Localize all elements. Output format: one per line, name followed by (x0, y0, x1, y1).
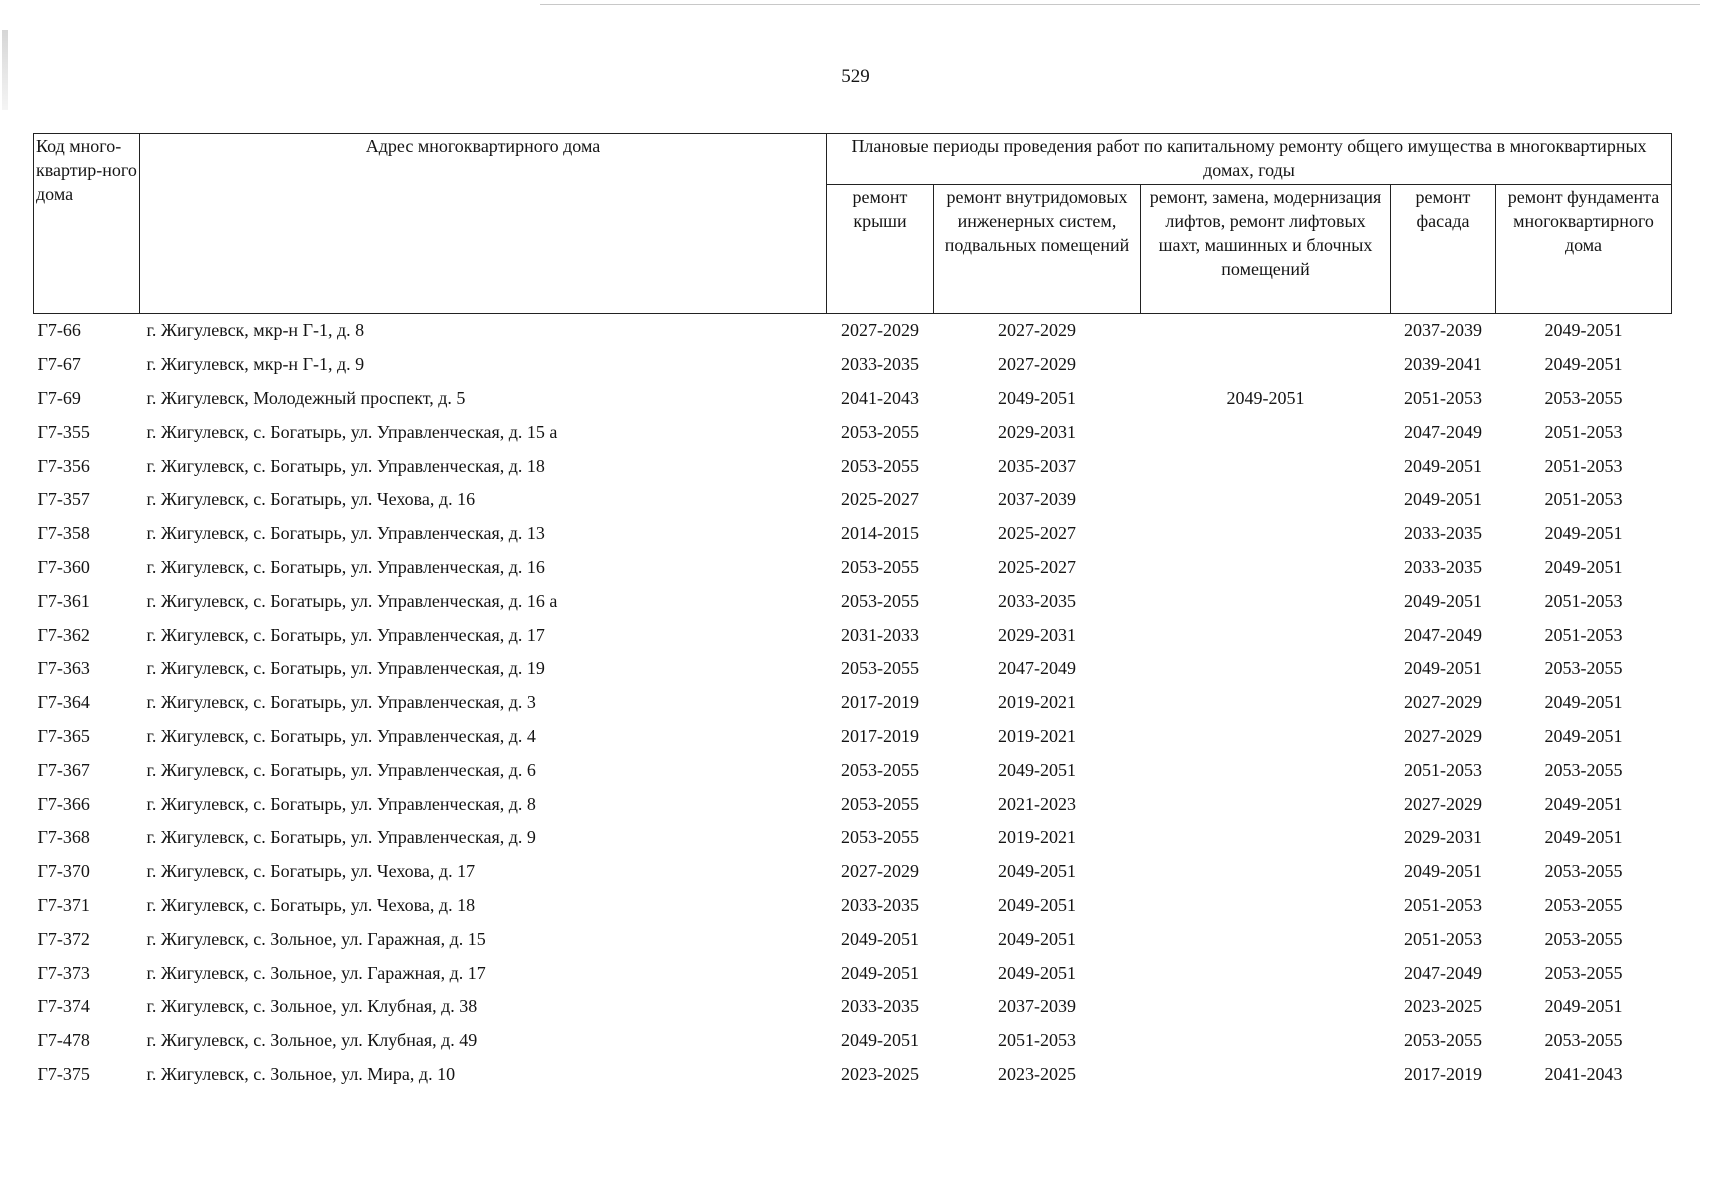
cell-lifts (1141, 855, 1391, 889)
cell-facade: 2033-2035 (1404, 523, 1482, 544)
cell-engineering-systems: 2037-2039 (998, 996, 1076, 1017)
cell-lifts (1141, 787, 1391, 821)
table-row (34, 348, 1672, 382)
cell-foundation: 2041-2043 (1544, 1063, 1623, 1084)
cell-foundation: 2049-2051 (1544, 320, 1623, 341)
table-row (34, 618, 1672, 652)
cell-lifts (1141, 483, 1391, 517)
cell-facade: 2051-2053 (1404, 759, 1482, 780)
cell-lifts: 2049-2051 (1226, 387, 1305, 408)
table-row (34, 787, 1672, 821)
cell-roof-repair: 2053-2055 (841, 759, 919, 780)
cell-building-code: Г7-365 (37, 725, 90, 746)
cell-roof-repair: 2031-2033 (841, 624, 919, 645)
cell-roof-repair: 2049-2051 (841, 962, 919, 983)
cell-foundation: 2051-2053 (1544, 590, 1623, 611)
cell-lifts (1141, 1024, 1391, 1058)
cell-roof-repair: 2023-2025 (841, 1063, 919, 1084)
cell-building-code: Г7-366 (37, 793, 90, 814)
header-engineering-systems: ремонт внутридомовых инженерных систем, подвальных помещений (934, 185, 1141, 314)
cell-engineering-systems: 2049-2051 (998, 759, 1076, 780)
cell-facade: 2051-2053 (1404, 928, 1482, 949)
table-row (34, 889, 1672, 923)
cell-building-code: Г7-356 (37, 455, 90, 476)
cell-facade: 2053-2055 (1404, 1030, 1482, 1051)
cell-lifts (1141, 889, 1391, 923)
cell-lifts (1141, 348, 1391, 382)
cell-building-code: Г7-374 (37, 996, 90, 1017)
cell-roof-repair: 2025-2027 (841, 489, 919, 510)
cell-address: г. Жигулевск, с. Богатырь, ул. Управленческая, д. 8 (146, 793, 536, 814)
cell-roof-repair: 2053-2055 (841, 590, 919, 611)
cell-facade: 2017-2019 (1404, 1063, 1482, 1084)
cell-building-code: Г7-370 (37, 861, 90, 882)
cell-engineering-systems: 2049-2051 (998, 894, 1076, 915)
table-row (34, 686, 1672, 720)
cell-address: г. Жигулевск, с. Богатырь, ул. Чехова, д. 18 (146, 894, 476, 915)
cell-facade: 2047-2049 (1404, 624, 1482, 645)
cell-facade: 2051-2053 (1404, 387, 1482, 408)
cell-roof-repair: 2041-2043 (841, 387, 919, 408)
cell-facade: 2049-2051 (1404, 590, 1482, 611)
table-body (34, 314, 1672, 1092)
cell-foundation: 2051-2053 (1544, 455, 1623, 476)
cell-address: г. Жигулевск, с. Богатырь, ул. Управленческая, д. 17 (146, 624, 545, 645)
header-roof-repair: ремонт крыши (827, 185, 934, 314)
cell-address: г. Жигулевск, с. Богатырь, ул. Чехова, д. 17 (146, 861, 476, 882)
table-row (34, 415, 1672, 449)
cell-foundation: 2053-2055 (1544, 658, 1623, 679)
cell-building-code: Г7-66 (37, 320, 81, 341)
cell-building-code: Г7-362 (37, 624, 90, 645)
cell-lifts (1141, 314, 1391, 348)
cell-foundation: 2051-2053 (1544, 421, 1623, 442)
cell-address: г. Жигулевск, с. Богатырь, ул. Управленческая, д. 13 (146, 523, 545, 544)
cell-roof-repair: 2049-2051 (841, 1030, 919, 1051)
cell-engineering-systems: 2035-2037 (998, 455, 1076, 476)
cell-foundation: 2051-2053 (1544, 624, 1623, 645)
cell-address: г. Жигулевск, мкр-н Г-1, д. 8 (146, 320, 365, 341)
cell-foundation: 2053-2055 (1544, 1030, 1623, 1051)
cell-foundation: 2049-2051 (1544, 725, 1623, 746)
cell-foundation: 2053-2055 (1544, 759, 1623, 780)
cell-lifts (1141, 720, 1391, 754)
cell-roof-repair: 2033-2035 (841, 894, 919, 915)
cell-roof-repair: 2053-2055 (841, 556, 919, 577)
cell-engineering-systems: 2049-2051 (998, 928, 1076, 949)
table-row (34, 1024, 1672, 1058)
cell-engineering-systems: 2033-2035 (998, 590, 1076, 611)
cell-building-code: Г7-364 (37, 692, 90, 713)
cell-engineering-systems: 2027-2029 (998, 320, 1076, 341)
cell-address: г. Жигулевск, с. Зольное, ул. Клубная, д. 38 (146, 996, 478, 1017)
cell-building-code: Г7-358 (37, 523, 90, 544)
table-row (34, 551, 1672, 585)
cell-lifts (1141, 449, 1391, 483)
table-row (34, 922, 1672, 956)
cell-roof-repair: 2053-2055 (841, 658, 919, 679)
cell-lifts (1141, 551, 1391, 585)
cell-facade: 2029-2031 (1404, 827, 1482, 848)
cell-facade: 2023-2025 (1404, 996, 1482, 1017)
cell-lifts (1141, 1058, 1391, 1092)
table-row (34, 753, 1672, 787)
cell-facade: 2047-2049 (1404, 962, 1482, 983)
cell-facade: 2049-2051 (1404, 658, 1482, 679)
cell-facade: 2039-2041 (1404, 354, 1482, 375)
cell-address: г. Жигулевск, с. Зольное, ул. Гаражная, д. 15 (146, 928, 486, 949)
cell-engineering-systems: 2049-2051 (998, 962, 1076, 983)
cell-address: г. Жигулевск, с. Богатырь, ул. Управленческая, д. 16 (146, 556, 545, 577)
cell-address: г. Жигулевск, мкр-н Г-1, д. 9 (146, 354, 365, 375)
cell-address: г. Жигулевск, с. Богатырь, ул. Управленческая, д. 9 (146, 827, 536, 848)
cell-building-code: Г7-372 (37, 928, 90, 949)
cell-address: г. Жигулевск, с. Богатырь, ул. Чехова, д. 16 (146, 489, 476, 510)
cell-building-code: Г7-373 (37, 962, 90, 983)
header-facade: ремонт фасада (1391, 185, 1496, 314)
cell-address: г. Жигулевск, с. Зольное, ул. Клубная, д. 49 (146, 1030, 478, 1051)
cell-building-code: Г7-67 (37, 354, 81, 375)
cell-facade: 2027-2029 (1404, 725, 1482, 746)
cell-building-code: Г7-357 (37, 489, 90, 510)
cell-address: г. Жигулевск, с. Богатырь, ул. Управленческая, д. 18 (146, 455, 545, 476)
page-number: 529 (841, 66, 870, 87)
cell-building-code: Г7-375 (37, 1063, 90, 1084)
table-row (34, 314, 1672, 348)
cell-address: г. Жигулевск, с. Богатырь, ул. Управленческая, д. 15 а (146, 421, 558, 442)
cell-roof-repair: 2014-2015 (841, 523, 919, 544)
cell-roof-repair: 2017-2019 (841, 725, 919, 746)
cell-building-code: Г7-478 (37, 1030, 90, 1051)
cell-lifts (1141, 922, 1391, 956)
cell-roof-repair: 2053-2055 (841, 827, 919, 848)
header-address: Адрес многоквартирного дома (140, 134, 827, 314)
cell-building-code: Г7-355 (37, 421, 90, 442)
cell-building-code: Г7-363 (37, 658, 90, 679)
cell-engineering-systems: 2037-2039 (998, 489, 1076, 510)
cell-address: г. Жигулевск, с. Зольное, ул. Мира, д. 10 (146, 1063, 456, 1084)
table-row (34, 449, 1672, 483)
cell-engineering-systems: 2023-2025 (998, 1063, 1076, 1084)
cell-address: г. Жигулевск, с. Богатырь, ул. Управленческая, д. 16 а (146, 590, 558, 611)
cell-foundation: 2053-2055 (1544, 387, 1623, 408)
cell-address: г. Жигулевск, Молодежный проспект, д. 5 (146, 387, 466, 408)
scan-top-rule (540, 4, 1700, 5)
cell-lifts (1141, 686, 1391, 720)
cell-facade: 2051-2053 (1404, 894, 1482, 915)
cell-engineering-systems: 2047-2049 (998, 658, 1076, 679)
cell-engineering-systems: 2019-2021 (998, 692, 1076, 713)
cell-facade: 2049-2051 (1404, 489, 1482, 510)
cell-facade: 2049-2051 (1404, 861, 1482, 882)
cell-facade: 2047-2049 (1404, 421, 1482, 442)
table-row (34, 720, 1672, 754)
cell-roof-repair: 2027-2029 (841, 861, 919, 882)
cell-engineering-systems: 2025-2027 (998, 556, 1076, 577)
cell-engineering-systems: 2025-2027 (998, 523, 1076, 544)
table-row (34, 584, 1672, 618)
cell-address: г. Жигулевск, с. Богатырь, ул. Управленческая, д. 6 (146, 759, 536, 780)
cell-roof-repair: 2053-2055 (841, 455, 919, 476)
cell-building-code: Г7-368 (37, 827, 90, 848)
cell-foundation: 2053-2055 (1544, 962, 1623, 983)
cell-lifts (1141, 618, 1391, 652)
cell-building-code: Г7-361 (37, 590, 90, 611)
cell-engineering-systems: 2027-2029 (998, 354, 1076, 375)
cell-lifts (1141, 415, 1391, 449)
cell-lifts (1141, 990, 1391, 1024)
cell-foundation: 2049-2051 (1544, 523, 1623, 544)
cell-foundation: 2049-2051 (1544, 354, 1623, 375)
cell-roof-repair: 2027-2029 (841, 320, 919, 341)
cell-lifts (1141, 956, 1391, 990)
cell-engineering-systems: 2049-2051 (998, 387, 1076, 408)
cell-facade: 2033-2035 (1404, 556, 1482, 577)
cell-foundation: 2053-2055 (1544, 894, 1623, 915)
cell-roof-repair: 2053-2055 (841, 793, 919, 814)
cell-foundation: 2051-2053 (1544, 489, 1623, 510)
cell-engineering-systems: 2029-2031 (998, 624, 1076, 645)
cell-building-code: Г7-69 (37, 387, 81, 408)
cell-lifts (1141, 584, 1391, 618)
cell-engineering-systems: 2049-2051 (998, 861, 1076, 882)
cell-address: г. Жигулевск, с. Богатырь, ул. Управленческая, д. 4 (146, 725, 536, 746)
cell-engineering-systems: 2019-2021 (998, 725, 1076, 746)
cell-facade: 2037-2039 (1404, 320, 1482, 341)
cell-foundation: 2049-2051 (1544, 692, 1623, 713)
table-row (34, 990, 1672, 1024)
cell-building-code: Г7-367 (37, 759, 90, 780)
cell-facade: 2027-2029 (1404, 793, 1482, 814)
table-row (34, 956, 1672, 990)
cell-roof-repair: 2033-2035 (841, 354, 919, 375)
cell-roof-repair: 2033-2035 (841, 996, 919, 1017)
cell-foundation: 2053-2055 (1544, 928, 1623, 949)
table-row (34, 483, 1672, 517)
table-row (34, 382, 1672, 416)
cell-lifts (1141, 753, 1391, 787)
cell-engineering-systems: 2019-2021 (998, 827, 1076, 848)
cell-engineering-systems: 2021-2023 (998, 793, 1076, 814)
cell-facade: 2049-2051 (1404, 455, 1482, 476)
cell-roof-repair: 2049-2051 (841, 928, 919, 949)
table-row (34, 1058, 1672, 1092)
header-building-code: Код много-квартир-ного дома (34, 134, 140, 314)
cell-foundation: 2049-2051 (1544, 827, 1623, 848)
cell-address: г. Жигулевск, с. Зольное, ул. Гаражная, д. 17 (146, 962, 486, 983)
header-planned-periods: Плановые периоды проведения работ по капитальному ремонту общего имущества в многоквартирных домах, годы (827, 134, 1672, 185)
capital-repair-schedule-table (33, 133, 1672, 1091)
cell-building-code: Г7-360 (37, 556, 90, 577)
table-row (34, 517, 1672, 551)
cell-roof-repair: 2053-2055 (841, 421, 919, 442)
table-row (34, 652, 1672, 686)
cell-facade: 2027-2029 (1404, 692, 1482, 713)
cell-address: г. Жигулевск, с. Богатырь, ул. Управленческая, д. 3 (146, 692, 536, 713)
cell-lifts (1141, 821, 1391, 855)
cell-address: г. Жигулевск, с. Богатырь, ул. Управленческая, д. 19 (146, 658, 545, 679)
cell-foundation: 2049-2051 (1544, 793, 1623, 814)
cell-engineering-systems: 2051-2053 (998, 1030, 1076, 1051)
cell-roof-repair: 2017-2019 (841, 692, 919, 713)
cell-foundation: 2049-2051 (1544, 556, 1623, 577)
cell-foundation: 2053-2055 (1544, 861, 1623, 882)
cell-building-code: Г7-371 (37, 894, 90, 915)
cell-lifts (1141, 517, 1391, 551)
header-lifts: ремонт, замена, модернизация лифтов, ремонт лифтовых шахт, машинных и блочных помещений (1141, 185, 1391, 314)
cell-foundation: 2049-2051 (1544, 996, 1623, 1017)
cell-lifts (1141, 652, 1391, 686)
cell-engineering-systems: 2029-2031 (998, 421, 1076, 442)
table-row (34, 855, 1672, 889)
table-row (34, 821, 1672, 855)
header-foundation: ремонт фундамента многоквартирного дома (1496, 185, 1672, 314)
